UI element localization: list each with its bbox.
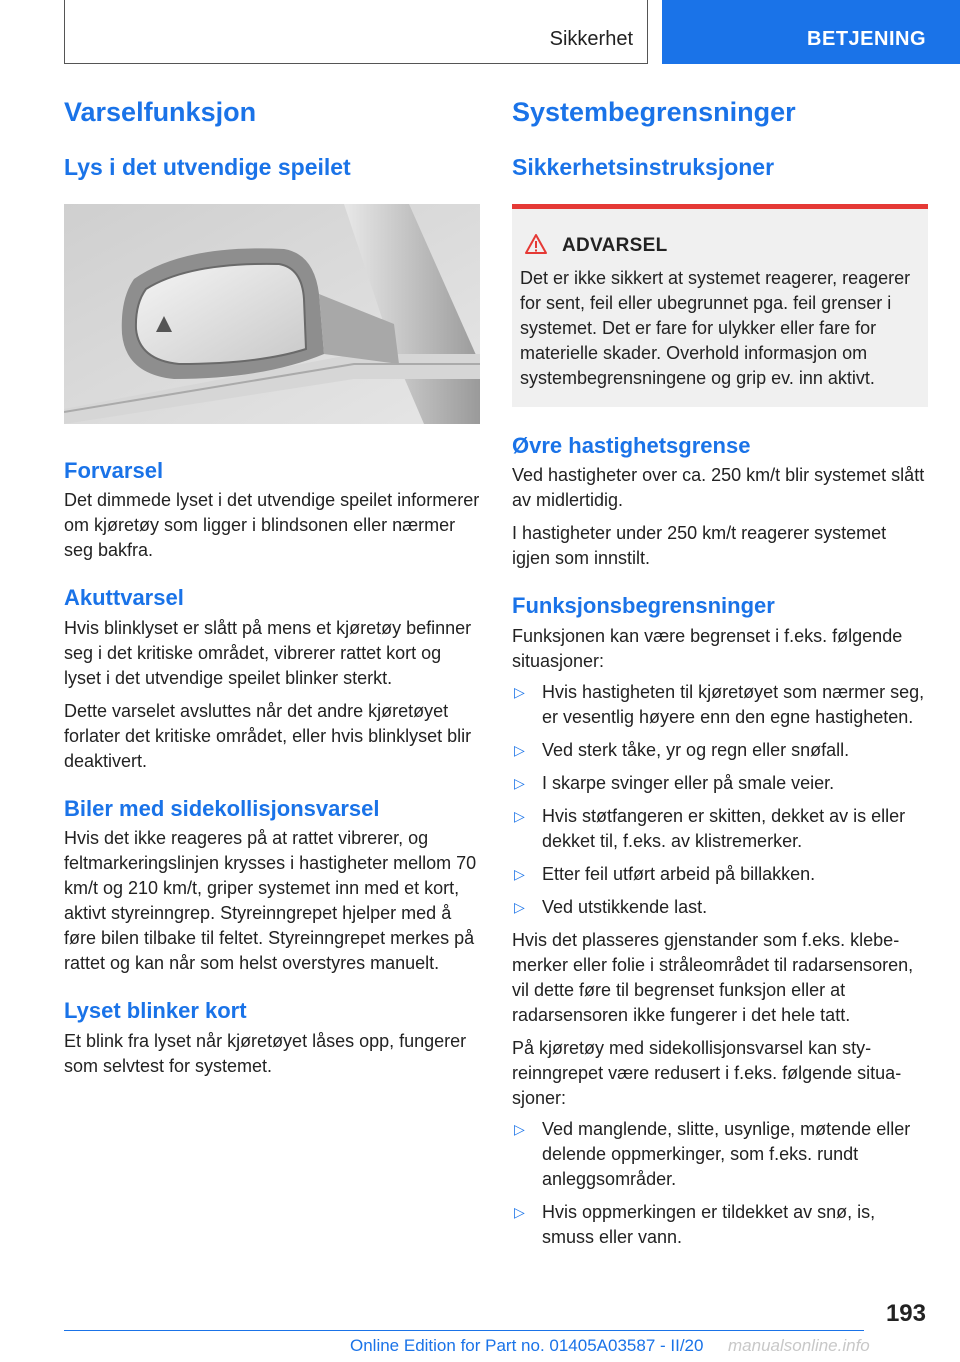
triangle-bullet-icon: ▷ (514, 865, 525, 882)
left-column (64, 96, 480, 1079)
warning-box (512, 204, 928, 407)
header-section-frame (64, 0, 648, 64)
warning-label: ADVARSEL (562, 235, 668, 257)
triangle-bullet-icon: ▷ (514, 807, 525, 824)
mirror-illustration (64, 204, 480, 424)
text-forvarsel: Det dimmede lyset i det utvendige speilet informerer om kjøretøy som ligger i blindsonen eller nærmer seg bakfra. (64, 490, 480, 561)
list-item: ▷ Hvis oppmerkingen er tildekket av snø, is, smuss eller vann. (514, 1201, 876, 1247)
heading-ovre-hastighetsgrense: Øvre hastighetsgrense (512, 432, 751, 458)
right-column (512, 96, 928, 1258)
triangle-bullet-icon: ▷ (514, 1120, 525, 1137)
text-akuttvarsel-2: Dette varselet avsluttes når det andre kjøretøyet forlater det kritiske området, eller hvis blinklyset blir deaktivert. (64, 700, 472, 771)
warning-triangle-icon (524, 233, 548, 260)
text-limits-after: Hvis det plasseres gjenstander som f.eks. klebemerker eller folie i stråleområdet til radarsensoren, vil dette føre til begrenset funksjon eller at radarsensoren ikke fungerer i det hele tatt. (512, 929, 914, 1025)
heading-varselfunksjon: Varselfunksjon (64, 97, 257, 127)
list-item: ▷ Ved utstikkende last. (512, 895, 928, 920)
text-speed-1: Ved hastigheter over ca. 250 km/t blir systemet slått av midlertidig. (512, 465, 925, 511)
triangle-bullet-icon: ▷ (514, 741, 525, 758)
heading-lys-speilet: Lys i det utvendige speilet (64, 154, 351, 181)
text-limits-side: På kjøretøy med sidekollisjonsvarsel kan styreinngrepet være redusert i f.eks. følgende situasjoner: (512, 1037, 902, 1108)
warning-header (520, 233, 920, 260)
limits-list (512, 680, 928, 920)
heading-sikkerhetsinstruksjoner: Sikkerhetsinstruksjoner (512, 154, 775, 181)
text-limits-intro: Funksjonen kan være begrenset i f.eks. følgende situasjoner: (512, 625, 903, 671)
limits-list-2 (512, 1117, 928, 1250)
triangle-bullet-icon: ▷ (514, 1203, 525, 1220)
text-sidekollisjon: Hvis det ikke reageres på at rattet vibrerer, og feltmarkeringslinjen krysses i hastigheter mellom 70 km/t og 210 km/t, griper systemet inn med et kort, aktivt styreinngrep. Styreinngrepet hjelper med å føre bilen tilbake til feltet. Styreinngrepet merkes på rattet og kan når som helst overstyres manuelt. (64, 828, 477, 974)
text-akuttvarsel-1: Hvis blinklyset er slått på mens et kjøretøy befinner seg i det kritiske området, vibrerer rattet kort og lyset i det utvendige speilet blinker sterkt. (64, 617, 472, 688)
heading-funksjonsbegrensninger: Funksjonsbegrensninger (512, 593, 775, 619)
list-item: ▷ Etter feil utført arbeid på billakken. (512, 862, 928, 887)
heading-lyset-blinker: Lyset blinker kort (64, 998, 247, 1024)
triangle-bullet-icon: ▷ (514, 898, 525, 915)
header-chapter-tab (662, 0, 960, 64)
triangle-bullet-icon: ▷ (514, 774, 525, 791)
watermark: manualsonline.info (728, 1336, 870, 1355)
list-item: ▷ Hvis støtfangeren er skitten, dekket av is eller dekket til, f.eks. av klistremerker. (514, 805, 906, 851)
list-item: ▷ I skarpe svinger eller på smale veier. (512, 771, 928, 796)
side-mirror-image (64, 204, 480, 424)
header-section-title: Sikkerhet (549, 28, 633, 50)
footer-edition: Online Edition for Part no. 01405A03587 - II/20 (350, 1336, 704, 1355)
warning-text: Det er ikke sikkert at systemet reagerer, reagerer for sent, feil eller ubegrunnet pga. feil grenser i systemet. Det er fare for ulykker eller fare for materielle skader. Overhold informasjon om systembegrensningene og grip ev. inn aktivt. (520, 267, 911, 388)
heading-systembegrensninger: Systembegrensninger (512, 97, 796, 127)
text-speed-2: I hastigheter under 250 km/t reagerer systemet igjen som innstilt. (512, 523, 887, 569)
list-item: ▷ Ved sterk tåke, yr og regn eller snøfall. (512, 738, 928, 763)
page-number: 193 (885, 1300, 926, 1327)
list-item: ▷ Ved manglende, slitte, usynlige, møtende eller delende oppmerkinger, som f.eks. rundt anleggsområder. (514, 1118, 911, 1189)
heading-forvarsel: Forvarsel (64, 457, 164, 483)
heading-sidekollisjon: Biler med sidekollisjonsvarsel (64, 795, 380, 821)
list-item: ▷ Hvis hastigheten til kjøretøyet som nærmer seg, er vesentlig høyere enn den egne hastigheten. (514, 681, 925, 727)
triangle-bullet-icon: ▷ (514, 683, 525, 700)
text-lyset-blinker: Et blink fra lyset når kjøretøyet låses opp, fungerer som selvtest for systemet. (64, 1030, 467, 1076)
header-chapter-title: BETJENING (807, 28, 926, 50)
heading-akuttvarsel: Akuttvarsel (64, 585, 184, 611)
footer-divider (64, 1330, 864, 1331)
